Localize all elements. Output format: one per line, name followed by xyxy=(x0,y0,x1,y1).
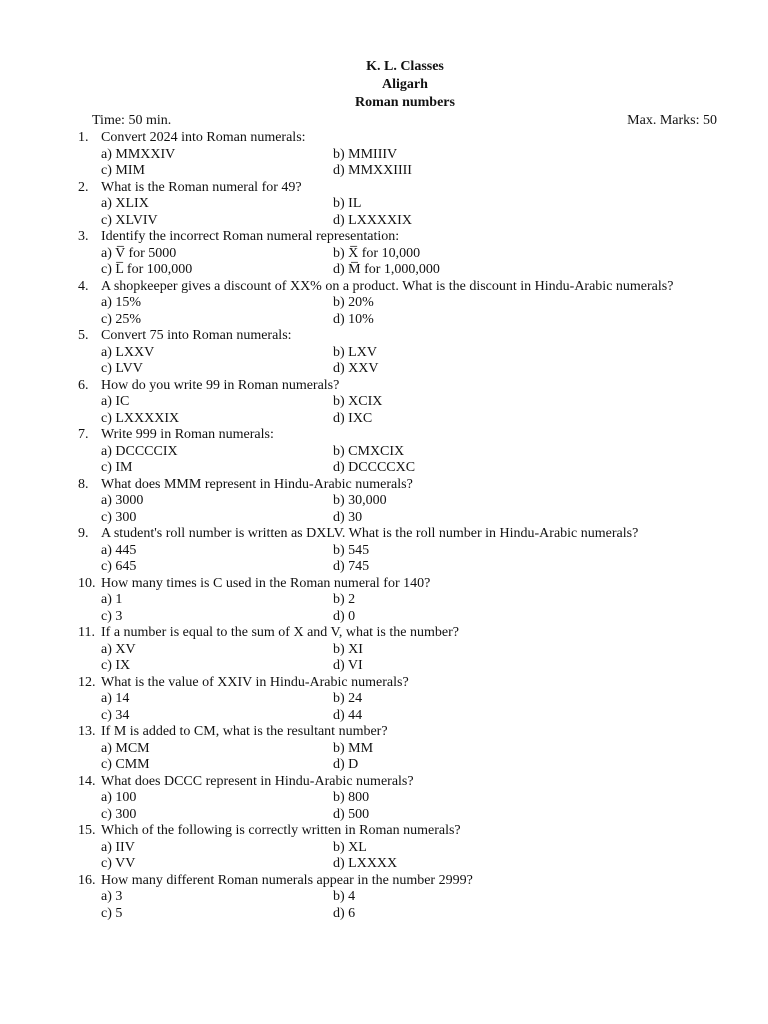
answer-option: b) 545 xyxy=(333,542,370,558)
question-line xyxy=(78,180,738,197)
answer-option: d) LXXXX xyxy=(333,856,398,871)
answer-option: a) 3 xyxy=(101,889,123,904)
answer-option: d) 30 xyxy=(333,509,363,525)
option-row xyxy=(78,163,738,180)
option-row xyxy=(78,543,738,560)
question-text: Convert 75 into Roman numerals: xyxy=(101,328,292,343)
document-header xyxy=(0,58,768,112)
answer-option: b) 2 xyxy=(333,592,356,607)
answer-option: b) CMXCIX xyxy=(333,443,405,459)
question-text: A student's roll number is written as DXLV. What is the roll number in Hindu-Arabic numerals? xyxy=(101,526,639,541)
question-line xyxy=(78,229,738,246)
option-row xyxy=(78,460,738,477)
option-row xyxy=(78,361,738,378)
answer-option: b) 30,000 xyxy=(333,493,387,508)
option-row xyxy=(78,213,738,230)
question-text: Which of the following is correctly written in Roman numerals? xyxy=(101,823,461,838)
answer-option: d) M̅ for 1,000,000 xyxy=(333,262,440,277)
option-row xyxy=(78,196,738,213)
city-name: Aligarh xyxy=(382,77,428,92)
option-row xyxy=(78,906,738,923)
question-number: 12. xyxy=(78,674,96,690)
answer-option: c) 645 xyxy=(101,559,137,574)
question-line xyxy=(78,130,738,147)
question-number: 3. xyxy=(78,229,89,244)
question-line xyxy=(78,378,738,395)
question-number: 5. xyxy=(78,328,89,343)
question-text: If M is added to CM, what is the resultant number? xyxy=(101,724,388,739)
answer-option: a) 445 xyxy=(101,542,137,558)
question-number: 6. xyxy=(78,377,89,393)
answer-option: c) LXXXXIX xyxy=(101,410,180,426)
question-line xyxy=(78,526,738,543)
answer-option: d) 6 xyxy=(333,905,356,921)
institute-name: K. L. Classes xyxy=(366,59,444,74)
answer-option: b) 24 xyxy=(333,691,363,706)
answer-option: b) LXV xyxy=(333,344,377,360)
question-line xyxy=(78,823,738,840)
answer-option: a) 14 xyxy=(101,691,130,706)
option-row xyxy=(78,807,738,824)
option-row xyxy=(78,147,738,164)
answer-option: a) IIV xyxy=(101,839,135,855)
option-row xyxy=(78,312,738,329)
answer-option: a) MMXXIV xyxy=(101,146,176,162)
answer-option: a) LXXV xyxy=(101,344,155,360)
question-block xyxy=(78,774,738,824)
answer-option: d) D xyxy=(333,757,359,772)
option-row xyxy=(78,411,738,428)
option-row xyxy=(78,444,738,461)
question-block xyxy=(78,477,738,527)
option-row xyxy=(78,658,738,675)
answer-option: d) DCCCCXC xyxy=(333,460,416,475)
answer-option: a) 15% xyxy=(101,295,142,310)
option-row xyxy=(78,757,738,774)
question-text: A shopkeeper gives a discount of XX% on a product. What is the discount in Hindu-Arabic numerals? xyxy=(101,278,674,294)
answer-option: b) MM xyxy=(333,740,374,756)
option-row xyxy=(78,510,738,527)
option-row xyxy=(78,493,738,510)
question-line xyxy=(78,279,738,296)
answer-option: c) 34 xyxy=(101,707,130,723)
answer-option: c) 5 xyxy=(101,905,123,921)
option-row xyxy=(78,592,738,609)
question-block xyxy=(78,229,738,279)
question-text: Write 999 in Roman numerals: xyxy=(101,427,274,442)
question-block xyxy=(78,724,738,774)
option-row xyxy=(78,840,738,857)
answer-option: d) XXV xyxy=(333,361,379,376)
answer-option: d) LXXXXIX xyxy=(333,212,412,228)
question-list xyxy=(78,130,738,922)
question-text: What does DCCC represent in Hindu-Arabic numerals? xyxy=(101,773,414,789)
answer-option: b) XL xyxy=(333,839,367,855)
option-row xyxy=(78,642,738,659)
answer-option: c) 25% xyxy=(101,311,142,327)
question-block xyxy=(78,427,738,477)
question-text: How do you write 99 in Roman numerals? xyxy=(101,377,340,393)
answer-option: c) LVV xyxy=(101,361,143,376)
question-line xyxy=(78,625,738,642)
answer-option: a) 3000 xyxy=(101,493,144,508)
max-marks: Max. Marks: 50 xyxy=(627,113,717,128)
question-number: 10. xyxy=(78,575,96,591)
answer-option: c) 300 xyxy=(101,806,137,822)
question-text: Convert 2024 into Roman numerals: xyxy=(101,130,306,145)
answer-option: a) DCCCCIX xyxy=(101,443,178,459)
option-row xyxy=(78,708,738,725)
question-text: How many different Roman numerals appear in the number 2999? xyxy=(101,872,473,888)
answer-option: c) XLVIV xyxy=(101,212,158,228)
option-row xyxy=(78,856,738,873)
question-text: If a number is equal to the sum of X and V, what is the number? xyxy=(101,625,459,640)
question-line xyxy=(78,873,738,890)
question-text: What does MMM represent in Hindu-Arabic numerals? xyxy=(101,476,413,492)
option-row xyxy=(78,559,738,576)
question-text: How many times is C used in the Roman numeral for 140? xyxy=(101,575,431,591)
question-line xyxy=(78,427,738,444)
question-text: What is the Roman numeral for 49? xyxy=(101,179,302,195)
question-text: Identify the incorrect Roman numeral representation: xyxy=(101,229,400,244)
answer-option: a) IC xyxy=(101,394,130,409)
answer-option: b) XI xyxy=(333,641,363,657)
option-row xyxy=(78,790,738,807)
answer-option: d) VI xyxy=(333,658,363,673)
question-number: 13. xyxy=(78,724,96,739)
answer-option: b) MMIIIV xyxy=(333,146,398,162)
answer-option: d) 44 xyxy=(333,707,363,723)
answer-option: a) XLIX xyxy=(101,196,149,211)
answer-option: b) 800 xyxy=(333,790,370,805)
answer-option: b) IL xyxy=(333,196,362,211)
question-number: 11. xyxy=(78,625,95,640)
question-number: 9. xyxy=(78,526,89,541)
answer-option: b) X̅ for 10,000 xyxy=(333,245,421,261)
answer-option: d) MMXXIIII xyxy=(333,163,412,178)
option-row xyxy=(78,246,738,263)
answer-option: c) VV xyxy=(101,856,136,871)
question-number: 15. xyxy=(78,823,96,838)
answer-option: c) CMM xyxy=(101,757,150,772)
option-row xyxy=(78,691,738,708)
question-block xyxy=(78,130,738,180)
answer-option: a) MCM xyxy=(101,740,150,756)
question-line xyxy=(78,328,738,345)
answer-option: a) V̅ for 5000 xyxy=(101,245,177,261)
option-row xyxy=(78,741,738,758)
answer-option: c) 300 xyxy=(101,509,137,525)
question-number: 7. xyxy=(78,427,89,442)
question-block xyxy=(78,823,738,873)
question-block xyxy=(78,279,738,329)
question-line xyxy=(78,576,738,593)
question-number: 8. xyxy=(78,476,89,492)
question-block xyxy=(78,526,738,576)
paper-subject: Roman numbers xyxy=(355,95,455,110)
question-number: 16. xyxy=(78,872,96,888)
question-line xyxy=(78,477,738,494)
question-number: 14. xyxy=(78,773,96,789)
answer-option: a) 1 xyxy=(101,592,123,607)
question-number: 2. xyxy=(78,179,89,195)
answer-option: c) MIM xyxy=(101,163,145,178)
option-row xyxy=(78,295,738,312)
question-block xyxy=(78,675,738,725)
answer-option: c) L̅ for 100,000 xyxy=(101,262,193,277)
option-row xyxy=(78,889,738,906)
question-line xyxy=(78,774,738,791)
answer-option: a) 100 xyxy=(101,790,137,805)
answer-option: d) IXC xyxy=(333,410,373,426)
option-row xyxy=(78,345,738,362)
answer-option: b) XCIX xyxy=(333,394,383,409)
answer-option: c) 3 xyxy=(101,608,123,624)
question-line xyxy=(78,724,738,741)
question-block xyxy=(78,873,738,923)
answer-option: c) IM xyxy=(101,460,133,475)
question-number: 1. xyxy=(78,130,89,145)
question-block xyxy=(78,180,738,230)
answer-option: d) 10% xyxy=(333,311,374,327)
option-row xyxy=(78,394,738,411)
answer-option: a) XV xyxy=(101,641,136,657)
answer-option: c) IX xyxy=(101,658,131,673)
question-block xyxy=(78,625,738,675)
answer-option: b) 20% xyxy=(333,295,374,310)
option-row xyxy=(78,609,738,626)
answer-option: d) 0 xyxy=(333,608,356,624)
question-block xyxy=(78,328,738,378)
question-block xyxy=(78,378,738,428)
answer-option: d) 745 xyxy=(333,559,370,574)
question-block xyxy=(78,576,738,626)
question-text: What is the value of XXIV in Hindu-Arabic numerals? xyxy=(101,674,409,690)
option-row xyxy=(78,262,738,279)
question-number: 4. xyxy=(78,278,89,294)
question-line xyxy=(78,675,738,692)
time-allowed: Time: 50 min. xyxy=(92,113,172,128)
answer-option: d) 500 xyxy=(333,806,370,822)
answer-option: b) 4 xyxy=(333,889,356,904)
